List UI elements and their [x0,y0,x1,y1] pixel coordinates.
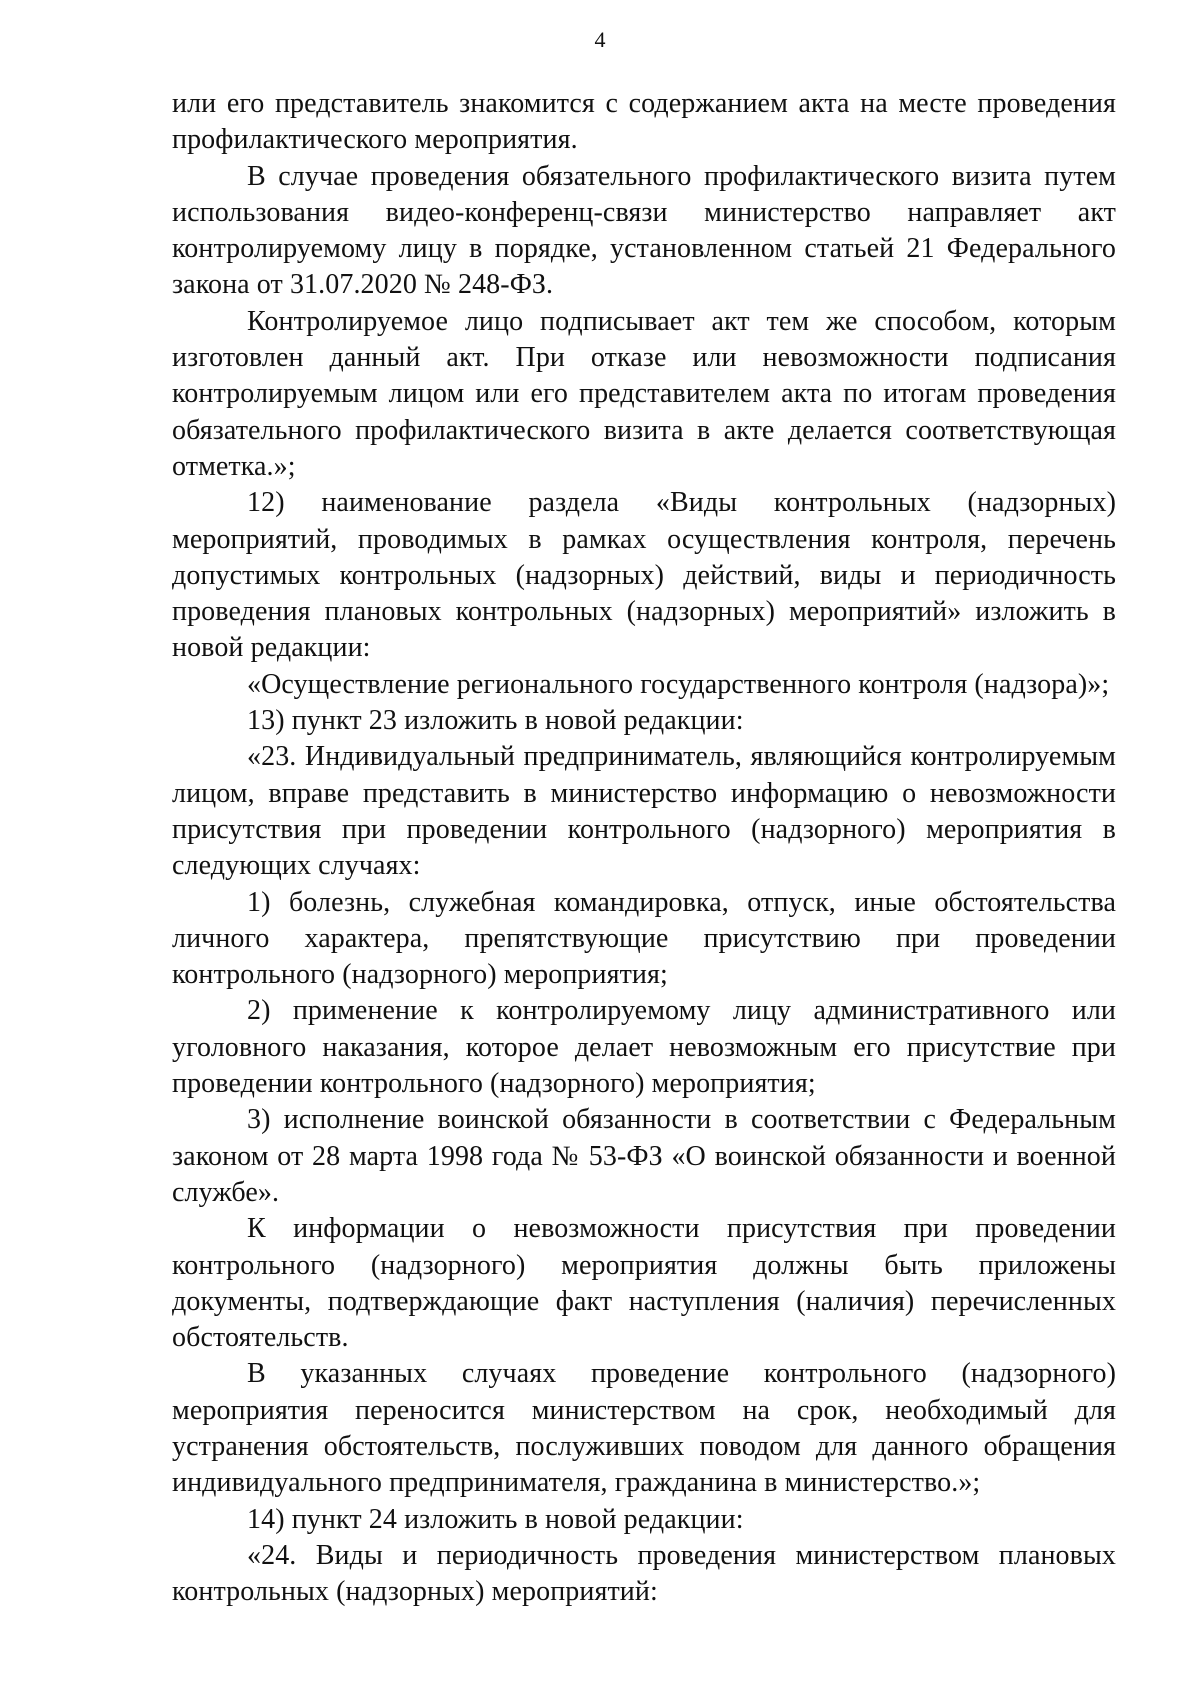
paragraph-clause-24: «24. Виды и периодичность проведения министерством плановых контрольных (надзорных) мероприятий: [172,1539,1116,1608]
paragraph-case-2: 2) применение к контролируемому лицу административного или уголовного наказания, которое делает невозможным его присутствие при проведении контрольного (надзорного) мероприятия; [172,995,1116,1100]
paragraph-item-12: 12) наименование раздела «Виды контрольных (надзорных) мероприятий, проводимых в рамках осуществления контроля, перечень допустимых контрольных (надзорных) действий, виды и периодичность проведения плановых контрольных (надзорных) мероприятий» изложить в новой редакции: [172,487,1116,664]
paragraph-case-1: 1) болезнь, служебная командировка, отпуск, иные обстоятельства личного характера, препятствующие присутствию при проведении контрольного (надзорного) мероприятия; [172,886,1116,991]
paragraph-continuation: или его представитель знакомится с содержанием акта на месте проведения профилактического мероприятия. [172,88,1116,156]
paragraph-item-13: 13) пункт 23 изложить в новой редакции: [247,705,744,737]
paragraph-act-signing: Контролируемое лицо подписывает акт тем же способом, которым изготовлен данный акт. При отказе или невозможности подписания контролируемым лицом или его представителем акта по итогам проведения обязательного профилактического визита в акте делается соответствующая отметка.»; [172,305,1116,482]
paragraph-documents: К информации о невозможности присутствия при проведении контрольного (надзорного) мероприятия должны быть приложены документы, подтверждающие факт наступления (наличия) перечисленных обстоятельств. [172,1213,1116,1354]
paragraph-postponement: В указанных случаях проведение контрольного (надзорного) мероприятия переносится министерством на срок, необходимый для устранения обстоятельств, послуживших поводом для данного обращения индивидуального предпринимателя, гражданина в министерство.»; [172,1358,1116,1499]
document-body [172,86,1116,1610]
paragraph-item-14: 14) пункт 24 изложить в новой редакции: [247,1503,744,1535]
paragraph-case-3: 3) исполнение воинской обязанности в соответствии с Федеральным законом от 28 марта 1998 года № 53-ФЗ «О воинской обязанности и военной службе». [172,1104,1116,1208]
paragraph-vks-act: В случае проведения обязательного профилактического визита путем использования видео-конференц-связи министерство направляет акт контролируемому лицу в порядке, установленном статьей 21 Федерального закона от 31.07.2020 № 248-ФЗ. [172,160,1116,301]
paragraph-section-title: «Осуществление регионального государственного контроля (надзора)»; [247,668,1110,700]
page-number: 4 [594,27,606,52]
paragraph-clause-23: «23. Индивидуальный предприниматель, являющийся контролируемым лицом, вправе представить в министерство информацию о невозможности присутствия при проведении контрольного (надзорного) мероприятия в следующих случаях: [172,741,1116,882]
